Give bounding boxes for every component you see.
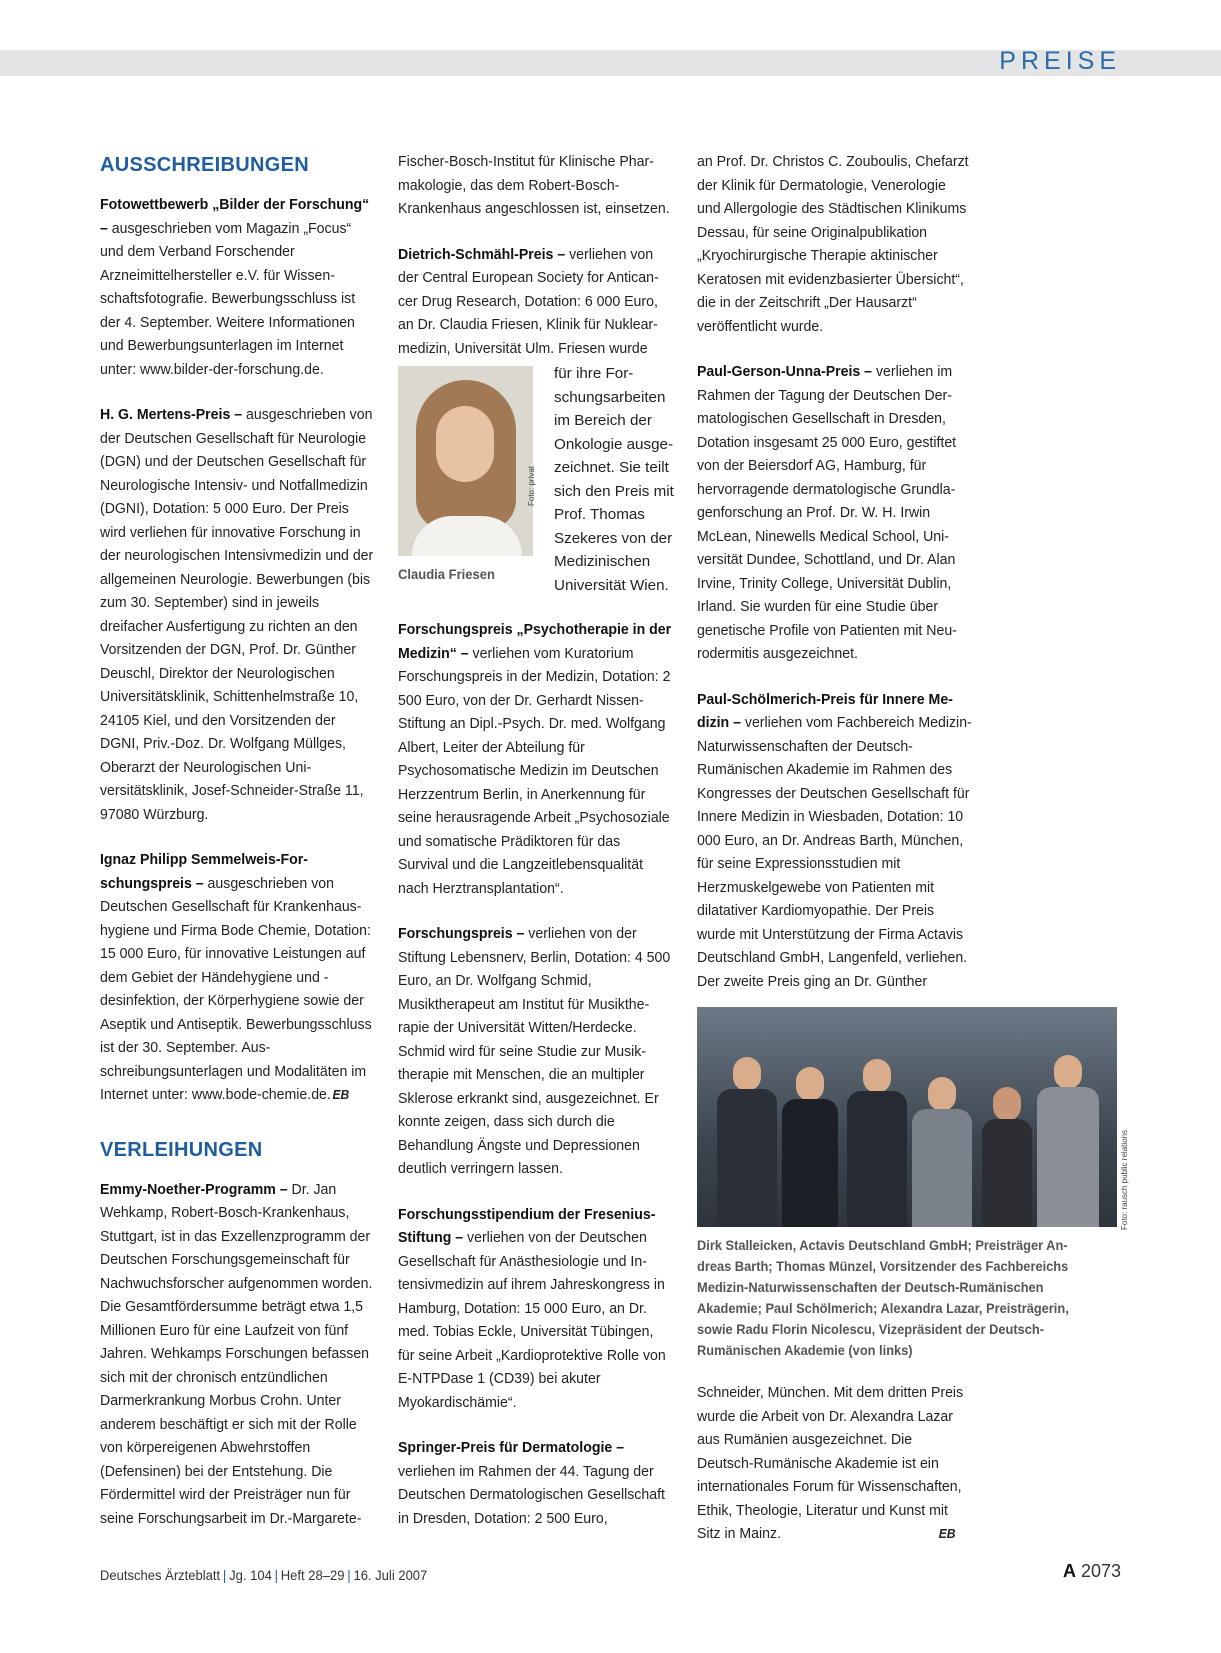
article-semmelweis: [100, 848, 375, 1107]
person-figure: [982, 1087, 1032, 1227]
group-photo: [697, 1007, 1117, 1227]
article-title: Forschungspreis –: [398, 925, 525, 942]
footer-journal: Deutsches Ärzteblatt: [100, 1567, 221, 1583]
article-title: H. G. Mertens-Preis –: [100, 406, 243, 423]
article-body: verliehen im Rahmen der 44. Tagung der Deutschen Dermatologischen Gesellschaft in Dresden, Dotation: 2 500 Euro,: [398, 1462, 665, 1527]
article-body: verliehen von der Stiftung Lebensnerv, Berlin, Dotation: 4 500 Euro, an Dr. Wolfgang Schmid, Musiktherapeut am Institut für Musiktherapie der Universität Witten/Herdecke. Schmid wird für seine Studie zur Musiktherapie mit Menschen, die an multipler Sklerose erkrankt sind, ausgezeichnet. Er konnte zeigen, dass sich durch die Behandlung Ängste und Depressionen deutlich verringern lassen.: [398, 925, 671, 1177]
person-figure: [847, 1059, 907, 1227]
article-fotowettbewerb: [100, 193, 375, 381]
article-continuation: [697, 1381, 972, 1546]
photo-credit: Foto: rausch public relations: [1120, 1129, 1129, 1230]
author-signature: EB: [332, 1087, 350, 1102]
photo-caption: Claudia Friesen: [398, 566, 495, 582]
article-title: Paul-Schölmerich-Preis für Innere Medizin –: [697, 690, 953, 731]
person-figure: [717, 1057, 777, 1227]
article-body: verliehen von der Central European Society for Anticancer Drug Research, Dotation: 6 000 Euro, an Dr. Claudia Friesen, Klinik für Nuklearmedizin, Universität Ulm. Friesen wurde: [398, 245, 659, 357]
footer-date: 16. Juli 2007: [353, 1567, 428, 1583]
article-continuation: Fischer-Bosch-Institut für Klinische Pharmakologie, das dem Robert-Bosch-Krankenhaus angeschlossen ist, einsetzen.: [398, 153, 670, 217]
article-title: Forschungsstipendium der Fresenius-Stiftung –: [398, 1205, 656, 1246]
column-3: [697, 150, 1069, 1568]
article-title: Ignaz Philipp Semmelweis-Forschungspreis –: [100, 851, 308, 892]
person-figure: [1037, 1055, 1099, 1227]
footer-volume: Jg. 104: [229, 1567, 272, 1583]
article-title: Forschungspreis „Psychotherapie in der Medizin“ –: [398, 621, 672, 662]
article-title: Paul-Gerson-Unna-Preis –: [697, 363, 873, 380]
article-body: ausgeschrieben von der Deutschen Gesellschaft für Neurologie (DGN) und der Deutschen Gesellschaft für Neurologische Intensiv- und Notfallmedizin (DGNI), Dotation: 5 000 Euro. Der Preis wird verliehen für innovative Forschung in der neurologischen Intensivmedizin und der allgemeinen Neurologie. Bewerbungen (bis zum 30. September) sind in jeweils dreifacher Ausfertigung zu richten an den Vorsitzenden der DGN, Prof. Dr. Günther Deuschl, Direktor der Neurologischen Universitätsklinik, Schittenhelmstraße 10, 24105 Kiel, und den Vorsitzenden der DGNI, Priv.-Doz. Dr. Wolfgang Müllges, Oberarzt der Neurologischen Universitätsklinik, Josef-Schneider-Straße 11, 97080 Würzburg.: [100, 406, 374, 823]
group-photo-caption: Dirk Stalleicken, Actavis Deutschland GmbH; Preisträger Andreas Barth; Thomas Münzel, Vorsitzender des Fachbereichs Medizin-Naturwissenschaften der Deutsch-Rumänischen Akademie; Paul Schölmerich; Alexandra Lazar, Preisträgerin, sowie Radu Florin Nicolescu, Vizepräsident der Deutsch-Rumänischen Akademie (von links): [697, 1238, 1069, 1358]
article-body: Dr. Jan Wehkamp, Robert-Bosch-Krankenhaus, Stuttgart, ist in das Exzellenzprogramm der Deutschen Forschungsgemeinschaft für Nachwuchsforscher aufgenommen worden. Die Gesamtfördersumme beträgt etwa 1,5 Millionen Euro für eine Laufzeit von fünf Jahren. Wehkamps Forschungen befassen sich mit der chronisch entzündlichen Darmerkrankung Morbus Crohn. Unter anderem beschäftigt er sich mit der Rolle von körpereigenen Abwehrstoffen (Defensinen) bei der Entstehung. Die Fördermittel wird der Preisträger nun für seine Forschungsarbeit im Dr.-Margarete-: [100, 1180, 373, 1527]
portrait-figure: [398, 366, 673, 618]
article-title: Fotowettbewerb „Bilder der Forschung“ –: [100, 196, 370, 237]
person-figure: [912, 1077, 972, 1227]
heading-verleihungen: VERLEIHUNGEN: [100, 1138, 263, 1161]
article-title: Dietrich-Schmähl-Preis –: [398, 245, 566, 263]
page-number-value: 2073: [1080, 1561, 1121, 1581]
article-body: verliehen vom Fachbereich Medizin-Naturwissenschaften der Deutsch-Rumänischen Akademie im Rahmen des Kongresses der Deutschen Gesellschaft für Innere Medizin in Wiesbaden, Dotation: 10 000 Euro, an Dr. Andreas Barth, München, für seine Expressionsstudien mit Herzmuskelgewebe von Patienten mit dilatativer Kardiomyopathie. Der Preis wurde mit Unterstützung der Firma Actavis Deutschland GmbH, Langenfeld, verliehen. Der zweite Preis ging an Dr. Günther: [697, 714, 972, 990]
article-unna-preis: [697, 360, 972, 666]
column-1: [100, 150, 375, 1552]
section-label: PREISE: [999, 47, 1121, 75]
article-schoelmerich-preis: [697, 688, 972, 994]
page-prefix: A: [1062, 1561, 1076, 1581]
article-springer-preis: [398, 1436, 673, 1530]
article-mertens-preis: [100, 403, 375, 826]
author-signature: EB: [938, 1526, 956, 1541]
person-figure: [782, 1067, 838, 1227]
photo-credit: Foto: privat: [527, 465, 536, 506]
article-forschungspreis: [398, 922, 673, 1181]
article-schmaehl-preis: [398, 243, 673, 361]
footer-publication: Deutsches Ärzteblatt | Jg. 104 | Heft 28–29 | 16. Juli 2007: [100, 1567, 428, 1583]
column-2: [398, 150, 673, 1552]
article-psychotherapie: [398, 618, 673, 900]
article-body: verliehen von der Deutschen Gesellschaft für Anästhesiologie und Intensivmedizin auf ihrem Jahreskongress in Hamburg, Dotation: 15 000 Euro, an Dr. med. Tobias Eckle, Universität Tübingen, für seine Arbeit „Kardioprotektive Rolle von E-NTPDase 1 (CD39) bei akuter Myokardischämie“.: [398, 1229, 666, 1411]
article-body: verliehen im Rahmen der Tagung der Deutschen Dermatologischen Gesellschaft in Dresden, Dotation insgesamt 25 000 Euro, gestiftet von der Beiersdorf AG, Hamburg, für hervorragende dermatologische Grundlagenforschung an Prof. Dr. W. H. Irwin McLean, Ninewells Medical School, Universität Dundee, Schottland, und Dr. Alan Irvine, Trinity College, Universität Dublin, Irland. Sie wurden für eine Studie über genetische Profile von Patienten mit Neurodermitis ausgezeichnet.: [697, 363, 957, 662]
article-body: Schneider, München. Mit dem dritten Preis wurde die Arbeit von Dr. Alexandra Lazar aus Rumänien ausgezeichnet. Die Deutsch-Rumänische Akademie ist ein internationales Forum für Wissenschaften, Ethik, Theologie, Literatur und Kunst mit Sitz in Mainz.: [697, 1384, 964, 1542]
article-body: ausgeschrieben vom Magazin „Focus“ und dem Verband Forschender Arzneimittelhersteller e.V. für Wissenschaftsfotografie. Bewerbungsschluss ist der 4. September. Weitere Informationen und Bewerbungsunterlagen im Internet unter: www.bilder-der-forschung.de.: [100, 219, 356, 378]
article-continuation: an Prof. Dr. Christos C. Zouboulis, Chefarzt der Klinik für Dermatologie, Venerologie und Allergologie des Städtischen Klinikums Dessau, für seine Originalpublikation „Kryochirurgische Therapie aktinischer Keratosen mit evidenzbasierter Übersicht“, die in der Zeitschrift „Der Hausarzt“ veröffentlicht wurde.: [697, 153, 969, 335]
article-title: Emmy-Noether-Programm –: [100, 1180, 288, 1198]
heading-ausschreibungen: AUSSCHREIBUNGEN: [100, 154, 309, 176]
article-body: ausgeschrieben von Deutschen Gesellschaft für Krankenhaushygiene und Firma Bode Chemie, Dotation: 15 000 Euro, für innovative Leistungen auf dem Gebiet der Händehygiene und -desinfektion, der Körperhygiene sowie der Aseptik und Antiseptik. Bewerbungsschluss ist der 30. September. Ausschreibungsunterlagen und Modalitäten im Internet unter: www.bode-chemie.de.: [100, 874, 372, 1103]
article-fresenius: [398, 1203, 673, 1415]
article-title: Springer-Preis für Dermatologie –: [398, 1439, 625, 1456]
article-body-wrap: für ihre Forschungsarbeiten im Bereich der Onkologie ausgezeichnet. Sie teilt sich den Preis mit Prof. Thomas Szekeres von der Medizinischen Universität Wien.: [554, 365, 674, 594]
footer-issue: Heft 28–29: [280, 1567, 345, 1583]
page-number: [1063, 1561, 1121, 1582]
article-body: verliehen vom Kuratorium Forschungspreis in der Medizin, Dotation: 2 500 Euro, von der Dr. Gerhardt Nissen-Stiftung an Dipl.-Psych. Dr. med. Wolfgang Albert, Leiter der Abteilung für Psychosomatische Medizin im Deutschen Herzzentrum Berlin, in Anerkennung für seine herausragende Arbeit „Psychosoziale und somatische Prädiktoren für das Survival und die Langzeitlebensqualität nach Herztransplantation“.: [398, 644, 671, 897]
article-emmy-noether: [100, 1178, 375, 1531]
portrait-photo: [398, 366, 533, 556]
